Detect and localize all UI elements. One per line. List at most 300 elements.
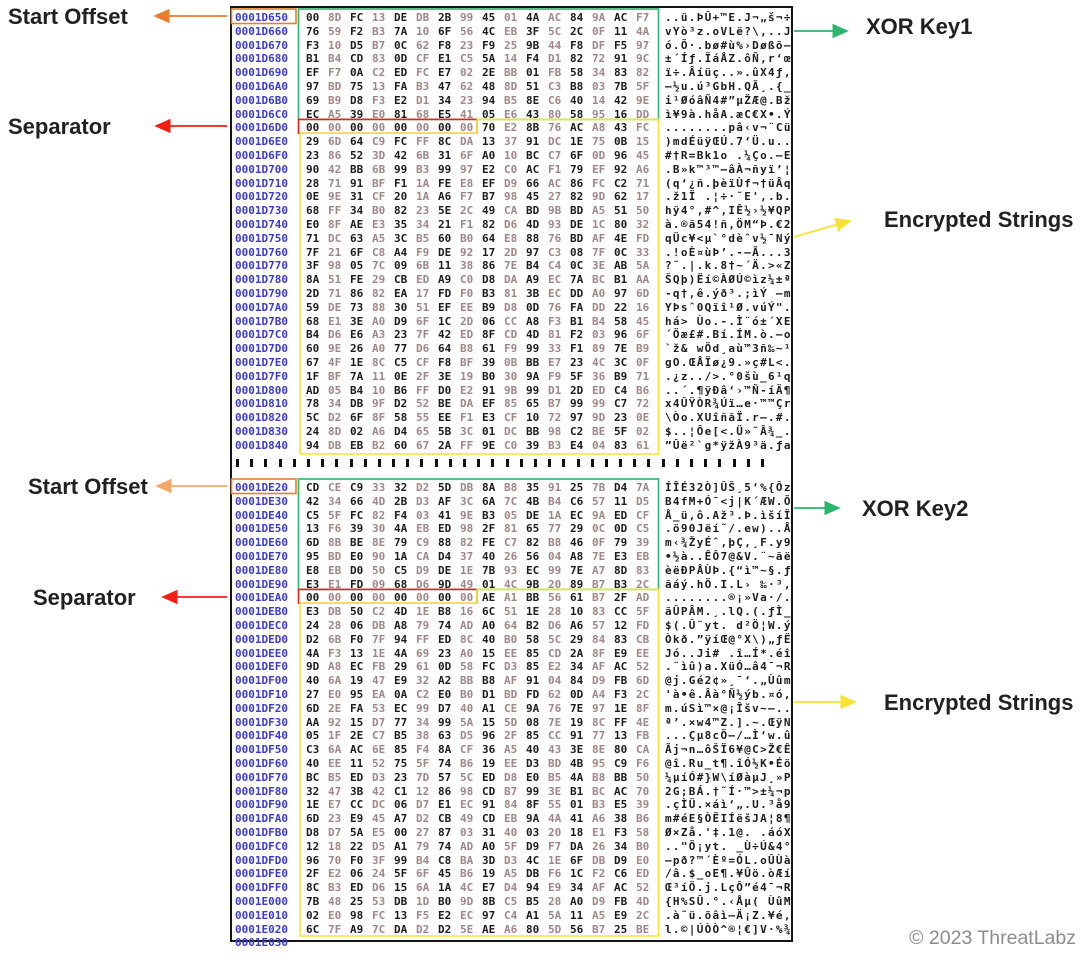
byte-cell: 82 [636, 66, 650, 80]
byte-cell: 8F [482, 328, 496, 342]
byte-cell: DB [592, 853, 606, 867]
byte-cell: DB [460, 481, 474, 494]
byte-cell: 4C [592, 355, 606, 369]
byte-cell: 06 [350, 867, 364, 881]
byte-cell: 36 [592, 369, 606, 383]
byte-cell: 79 [416, 618, 430, 632]
ascii-cell: 2G;BÁ.†˜Í·™>±¼¬p [665, 784, 792, 798]
byte-cell: D6 [416, 577, 430, 591]
byte-cell: 2C [570, 24, 584, 38]
byte-cell: E9 [548, 881, 562, 895]
byte-cell: C6 [570, 494, 584, 508]
byte-cell: 4C [482, 24, 496, 38]
byte-cell: 7F [592, 245, 606, 259]
byte-cell: D3 [504, 853, 518, 867]
byte-cell: 74 [438, 756, 452, 770]
byte-cell: D6 [416, 342, 430, 356]
byte-cell: D9 [592, 894, 606, 908]
byte-cell: 99 [438, 715, 452, 729]
ascii-cell: l.©|ÚÒÒ^®¦€]V·%¾ [665, 922, 792, 936]
byte-cell: D9 [526, 839, 540, 853]
byte-cell: B3 [614, 577, 628, 591]
hex-row [232, 397, 791, 411]
byte-cell: EB [416, 522, 430, 536]
ascii-cell: ¼µíÓ#}W\íØàµJ¸»P [665, 770, 792, 784]
byte-cell: 66 [350, 494, 364, 508]
byte-cell: 15 [482, 646, 496, 660]
byte-cell: D2 [438, 922, 452, 936]
byte-cell: A9 [526, 273, 540, 287]
byte-cell: 8F [372, 411, 386, 425]
byte-cell: 70 [328, 853, 342, 867]
hex-bytes [306, 536, 658, 550]
hex-row [232, 80, 791, 94]
byte-cell: 1E [460, 563, 474, 577]
hex-row [232, 149, 791, 163]
offset-cell: 0001DE60 [235, 536, 288, 550]
byte-cell: 9F [372, 397, 386, 411]
byte-cell: A8 [526, 314, 540, 328]
gap-dot [378, 459, 381, 467]
byte-cell: EF [482, 176, 496, 190]
byte-cell: 01 [570, 798, 584, 812]
byte-cell: ED [350, 770, 364, 784]
byte-cell: 1E [416, 605, 430, 619]
byte-cell: 99 [460, 11, 474, 24]
byte-cell: F6 [328, 522, 342, 536]
ascii-cell: )mdÉüÿŒÚ.7‘Ü.u.. [665, 135, 792, 149]
byte-cell: B5 [328, 770, 342, 784]
byte-cell: 6D [306, 536, 320, 550]
byte-cell: 15 [350, 715, 364, 729]
byte-cell: 6B [416, 259, 430, 273]
gap-dot [647, 459, 650, 467]
byte-cell: 42 [328, 162, 342, 176]
byte-cell: 5C [460, 770, 474, 784]
byte-cell: 4A [636, 24, 650, 38]
hex-bytes [306, 909, 658, 923]
hex-bytes [306, 370, 658, 384]
byte-cell: E2 [548, 660, 562, 674]
byte-cell: 79 [570, 162, 584, 176]
byte-cell: EC [570, 508, 584, 522]
hex-row [232, 688, 791, 702]
byte-cell: B1 [614, 273, 628, 287]
byte-cell: F6 [548, 867, 562, 881]
byte-cell: 4D [526, 328, 540, 342]
byte-cell: 65 [416, 424, 430, 438]
byte-cell: C7 [372, 729, 386, 743]
byte-cell: B6 [460, 867, 474, 881]
byte-cell: CF [504, 411, 518, 425]
byte-cell: F3 [548, 314, 562, 328]
hex-bytes [306, 259, 658, 273]
offset-cell: 0001DEF0 [235, 660, 288, 674]
hex-bytes [306, 729, 658, 743]
byte-cell: 86 [482, 259, 496, 273]
byte-cell: 34 [570, 660, 584, 674]
byte-cell: 68 [394, 577, 408, 591]
byte-cell: 37 [460, 549, 474, 563]
byte-cell: 99 [394, 162, 408, 176]
offset-cell: 0001E010 [235, 908, 288, 922]
byte-cell: 03 [460, 825, 474, 839]
hex-bytes [306, 439, 658, 453]
byte-cell: F3 [372, 93, 386, 107]
byte-cell: 2E [482, 66, 496, 80]
byte-cell: B8 [504, 481, 518, 494]
byte-cell: 24 [306, 424, 320, 438]
byte-cell: CE [504, 701, 518, 715]
offset-cell: 0001D810 [235, 397, 288, 411]
byte-cell: E0 [328, 687, 342, 701]
byte-cell: 37 [504, 135, 518, 149]
byte-cell: CF [460, 743, 474, 757]
byte-cell: E7 [482, 881, 496, 895]
byte-cell: D5 [460, 729, 474, 743]
byte-cell: F2 [592, 867, 606, 881]
ascii-cell: Å_ü‚ô.Až³.Þ.ìšíÏ [665, 508, 792, 522]
byte-cell: 94 [482, 93, 496, 107]
byte-cell: BC [592, 784, 606, 798]
hex-bytes [306, 94, 658, 108]
byte-cell: 65 [526, 522, 540, 536]
hex-bytes [306, 495, 658, 509]
offset-cell: 0001D710 [235, 176, 288, 190]
byte-cell: D4 [394, 424, 408, 438]
byte-cell: C9 [350, 481, 364, 494]
hex-bytes [306, 674, 658, 688]
byte-cell: EC [526, 563, 540, 577]
gap-dot [605, 459, 608, 467]
byte-cell: FA [350, 701, 364, 715]
byte-cell: 91 [482, 798, 496, 812]
byte-cell: CD [350, 52, 364, 66]
byte-cell: 67 [416, 438, 430, 452]
hex-bytes [306, 564, 658, 578]
byte-cell: F7 [548, 839, 562, 853]
byte-cell: 91 [548, 481, 562, 494]
byte-cell: 8E [372, 536, 386, 550]
byte-cell: 81 [504, 522, 518, 536]
offset-cell: 0001DEA0 [235, 591, 288, 605]
byte-cell: 0E [636, 411, 650, 425]
byte-cell: 40 [306, 674, 320, 688]
byte-cell: 17 [636, 190, 650, 204]
byte-cell: D8 [306, 825, 320, 839]
byte-cell: E0 [350, 549, 364, 563]
byte-cell: E7 [328, 798, 342, 812]
byte-cell: 2C [460, 204, 474, 218]
byte-cell: AC [614, 11, 628, 24]
ascii-cell: .ž1Ï .¦÷·˜E'‚.b. [665, 190, 792, 204]
byte-cell: 8A [438, 743, 452, 757]
byte-cell: 76 [548, 231, 562, 245]
byte-cell: FF [460, 438, 474, 452]
gap-dot [264, 459, 267, 467]
byte-cell: C5 [504, 894, 518, 908]
ascii-cell: -q†‚ê.ýð³.;ìÝ —m [665, 286, 792, 300]
byte-cell: FF [416, 632, 430, 646]
byte-cell: ED [438, 632, 452, 646]
byte-cell: C4 [548, 259, 562, 273]
byte-cell: FF [416, 383, 430, 397]
byte-cell: 7F [372, 632, 386, 646]
byte-cell: 34 [614, 839, 628, 853]
byte-cell: BD [504, 687, 518, 701]
byte-cell: 65 [526, 397, 540, 411]
byte-cell: D2 [328, 411, 342, 425]
byte-cell: 0E [306, 190, 320, 204]
byte-cell: 4A [548, 812, 562, 826]
byte-cell: E2 [438, 908, 452, 922]
byte-cell: F0 [350, 853, 364, 867]
offset-cell: 0001D6A0 [235, 79, 288, 93]
byte-cell: 71 [306, 231, 320, 245]
byte-cell: 45 [636, 314, 650, 328]
byte-cell: 87 [438, 825, 452, 839]
hex-bytes [306, 25, 658, 39]
byte-cell: A7 [394, 812, 408, 826]
ascii-cell: ŠQþ)Ëí©ÀØÚ©ìz¼±ª [665, 273, 792, 287]
byte-cell: 28 [548, 894, 562, 908]
byte-cell: 94 [526, 881, 540, 895]
byte-cell: 12 [614, 618, 628, 632]
byte-cell: DE [394, 11, 408, 24]
byte-cell: 00 [306, 11, 320, 24]
offset-cell: 0001DFA0 [235, 812, 288, 826]
byte-cell: 34 [592, 66, 606, 80]
byte-cell: 97 [570, 411, 584, 425]
byte-cell: 8D [328, 11, 342, 24]
byte-cell: 02 [636, 424, 650, 438]
hex-bytes [306, 743, 658, 757]
offset-cell: 0001D6E0 [235, 135, 288, 149]
byte-cell: 95 [592, 756, 606, 770]
byte-cell: 3C [460, 494, 474, 508]
byte-cell: E8 [306, 563, 320, 577]
byte-cell: 82 [460, 536, 474, 550]
byte-cell: 8A [306, 273, 320, 287]
byte-cell: B1 [570, 314, 584, 328]
byte-cell: 91 [350, 176, 364, 190]
byte-cell: 7C [372, 922, 386, 936]
byte-cell: 58 [394, 411, 408, 425]
byte-cell: 4B [526, 494, 540, 508]
byte-cell: 82 [570, 52, 584, 66]
hex-bytes [306, 771, 658, 785]
byte-cell: 23 [460, 38, 474, 52]
byte-cell: 70 [482, 121, 496, 135]
byte-cell: 53 [372, 894, 386, 908]
byte-cell: EC [548, 273, 562, 287]
offset-cell: 0001DFC0 [235, 839, 288, 853]
byte-cell: 13 [482, 135, 496, 149]
byte-cell: D9 [416, 563, 430, 577]
byte-cell: DC [504, 424, 518, 438]
byte-cell: 52 [636, 881, 650, 895]
hex-bytes [306, 522, 658, 536]
byte-cell: 40 [570, 93, 584, 107]
byte-cell: A0 [570, 894, 584, 908]
byte-cell: 45 [372, 812, 386, 826]
byte-cell: ED [460, 328, 474, 342]
byte-cell: FA [394, 79, 408, 93]
byte-cell: B2 [372, 438, 386, 452]
byte-cell: DA [460, 397, 474, 411]
byte-cell: 06 [482, 314, 496, 328]
byte-cell: 3E [548, 784, 562, 798]
byte-cell: 5F [570, 369, 584, 383]
byte-cell: 4C [504, 577, 518, 591]
byte-cell: C5 [306, 508, 320, 522]
byte-cell: 6F [570, 853, 584, 867]
ascii-cell: .ö90Jëí˜/.ew)..Å [665, 522, 792, 536]
byte-cell: 42 [372, 784, 386, 798]
hex-bytes [306, 108, 658, 122]
byte-cell: 57 [592, 494, 606, 508]
byte-cell: 1E [614, 701, 628, 715]
byte-cell: 34 [328, 494, 342, 508]
byte-cell: D3 [372, 770, 386, 784]
byte-cell: A5 [328, 107, 342, 121]
byte-cell: F3 [328, 646, 342, 660]
offset-cell: 0001D800 [235, 383, 288, 397]
byte-cell: BD [526, 204, 540, 218]
ascii-cell: èëÐPÅÙÞ.{“ì™~§.ƒ [665, 563, 792, 577]
gap-dot [562, 459, 565, 467]
byte-cell: 3E [570, 743, 584, 757]
byte-cell: 51 [526, 79, 540, 93]
hex-row [232, 660, 791, 674]
byte-cell: B3 [416, 162, 430, 176]
byte-cell: 00 [372, 121, 386, 135]
byte-cell: 2D [504, 245, 518, 259]
byte-cell: 1F [306, 369, 320, 383]
byte-cell: ED [350, 881, 364, 895]
hex-row [232, 812, 791, 826]
byte-cell: 23 [306, 148, 320, 162]
byte-cell: A8 [328, 660, 342, 674]
hex-row [232, 716, 791, 730]
byte-cell: EC [306, 107, 320, 121]
byte-cell: 18 [570, 825, 584, 839]
byte-cell: A8 [570, 549, 584, 563]
byte-cell: 57 [438, 770, 452, 784]
byte-cell: 11 [350, 756, 364, 770]
byte-cell: A2 [438, 674, 452, 688]
byte-cell: FC [482, 660, 496, 674]
byte-cell: 30 [394, 300, 408, 314]
byte-cell: 8B [482, 894, 496, 908]
ascii-cell: .."Õ¡yt. _Ù÷Ú&4° [665, 839, 792, 853]
byte-cell: 3E [438, 369, 452, 383]
byte-cell: DB [350, 397, 364, 411]
hex-row [232, 771, 791, 785]
byte-cell: D2 [416, 812, 430, 826]
byte-cell: A5 [504, 867, 518, 881]
byte-cell: D7 [328, 825, 342, 839]
byte-cell: D8 [504, 300, 518, 314]
hex-bytes [306, 273, 658, 287]
offset-cell: 0001DE20 [235, 481, 288, 494]
byte-cell: 9B [526, 577, 540, 591]
byte-cell: FF [416, 135, 430, 149]
byte-cell: AC [614, 660, 628, 674]
byte-cell: 0B [614, 135, 628, 149]
byte-cell: E5 [614, 798, 628, 812]
byte-cell: 14 [504, 52, 518, 66]
byte-cell: 77 [592, 729, 606, 743]
byte-cell: 8C [372, 355, 386, 369]
byte-cell: EE [438, 411, 452, 425]
byte-cell: 90 [372, 549, 386, 563]
byte-cell: C5 [636, 522, 650, 536]
byte-cell: F3 [306, 38, 320, 52]
byte-cell: 85 [394, 743, 408, 757]
byte-cell: ED [438, 522, 452, 536]
byte-cell: FE [438, 176, 452, 190]
byte-cell: 10 [372, 383, 386, 397]
hex-bytes [306, 812, 658, 826]
byte-cell: 1A [548, 508, 562, 522]
byte-cell: 97 [306, 79, 320, 93]
byte-cell: 5A [482, 52, 496, 66]
hex-bytes [306, 190, 658, 204]
byte-cell: 2D [460, 314, 474, 328]
byte-cell: 23 [394, 328, 408, 342]
byte-cell: 74 [438, 839, 452, 853]
hex-row [232, 190, 791, 204]
byte-cell: 19 [570, 715, 584, 729]
ascii-cell: Ãj¬n…ôŠÏ6¥@C>Ž€Ê [665, 743, 792, 757]
byte-cell: 20 [548, 577, 562, 591]
byte-cell: 9E [328, 342, 342, 356]
byte-cell: 96 [306, 853, 320, 867]
byte-cell: 5B [438, 424, 452, 438]
byte-cell: 68 [306, 204, 320, 218]
offset-cell: 0001DE90 [235, 577, 288, 591]
byte-cell: 1E [350, 355, 364, 369]
byte-cell: 83 [592, 605, 606, 619]
hex-row [232, 411, 791, 425]
byte-cell: AF [592, 231, 606, 245]
byte-cell: DA [394, 922, 408, 936]
byte-cell: B0 [460, 231, 474, 245]
byte-cell: A0 [482, 148, 496, 162]
byte-cell: 6B [416, 148, 430, 162]
byte-cell: 4C [460, 881, 474, 895]
byte-cell: 45 [636, 148, 650, 162]
byte-cell: F7 [636, 11, 650, 24]
byte-cell: DB [394, 894, 408, 908]
byte-cell: 29 [372, 273, 386, 287]
offset-cell: 0001D6F0 [235, 148, 288, 162]
byte-cell: 58 [570, 107, 584, 121]
gap-dot [420, 459, 423, 467]
ascii-cell: hÿ4°‚#^,IÊ½›½¥QP [665, 204, 792, 218]
byte-cell: C7 [504, 536, 518, 550]
hex-bytes [306, 411, 658, 425]
ascii-cell: ´Öæ£#.Bí.ÍM.ò.–o [665, 328, 792, 342]
byte-cell: 34 [416, 217, 430, 231]
byte-cell: 98 [328, 259, 342, 273]
byte-cell: BB [460, 674, 474, 688]
hex-bytes [306, 11, 658, 25]
byte-cell: 7B [306, 894, 320, 908]
byte-cell: B3 [548, 438, 562, 452]
byte-cell: 29 [570, 522, 584, 536]
